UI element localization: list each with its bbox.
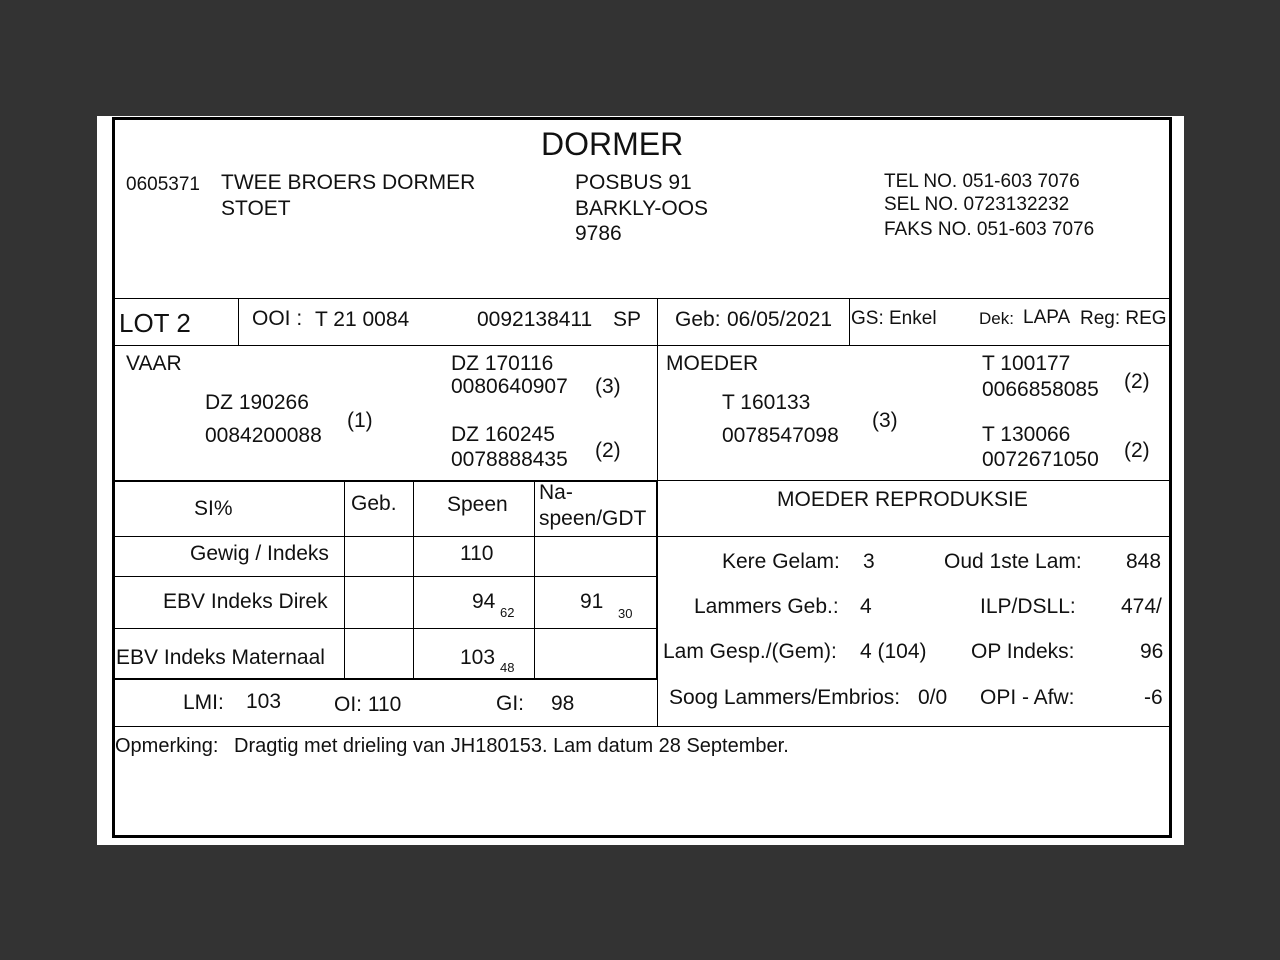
dam-dam-mark: (2)	[1124, 439, 1150, 462]
opi-afw-value: -6	[1144, 686, 1163, 709]
divider-si-row2	[112, 628, 657, 629]
divider-header	[112, 298, 1172, 299]
kere-gelam-label: Kere Gelam:	[722, 550, 840, 573]
row-maternaal-speen: 103	[460, 646, 496, 669]
divider-lot-row	[112, 345, 1172, 346]
row-gewig-label: Gewig / Indeks	[190, 542, 329, 565]
dam-sire-id: T 100177	[982, 352, 1071, 375]
registration-number: 0092138411	[477, 308, 593, 331]
sire-sire-mark: (3)	[595, 375, 621, 398]
reproduksie-title: MOEDER REPRODUKSIE	[777, 488, 1028, 511]
si-col-divider-1	[344, 481, 345, 679]
row-maternaal-speen-accuracy: 48	[500, 660, 515, 675]
dam-dam-number: 0072671050	[982, 448, 1099, 471]
row-direk-speen: 94	[472, 590, 496, 613]
si-table-right-border	[656, 480, 658, 680]
gs-value: GS: Enkel	[851, 308, 937, 329]
dek-value: LAPA	[1023, 307, 1071, 328]
dam-number: 0078547098	[722, 424, 839, 447]
oud-1ste-lam-value: 848	[1126, 550, 1162, 573]
lammers-geb-label: Lammers Geb.:	[694, 595, 839, 618]
geb-column-header: Geb.	[351, 492, 397, 515]
sire-sire-number: 0080640907	[451, 375, 568, 398]
divider-pedigree-left	[112, 480, 658, 482]
ooi-label: OOI :	[252, 307, 303, 330]
lammers-geb-value: 4	[860, 595, 872, 618]
dam-dam-id: T 130066	[982, 423, 1071, 446]
gi-value: 98	[551, 692, 575, 715]
lot-number: LOT 2	[119, 308, 191, 338]
si-col-divider-3	[534, 481, 535, 679]
vaar-label: VAAR	[126, 352, 182, 375]
lam-gesp-label: Lam Gesp./(Gem):	[663, 640, 837, 663]
owner-name-line1: TWEE BROERS DORMER	[221, 171, 476, 194]
gi-label: GI:	[496, 692, 525, 715]
sp-code: SP	[613, 308, 642, 331]
divider-si-header	[112, 536, 1172, 537]
sire-id: DZ 190266	[205, 391, 309, 414]
divider-si-row1	[112, 576, 657, 577]
reg-value: Reg: REG	[1080, 308, 1167, 329]
lmi-value: 103	[246, 690, 282, 713]
speen-column-header: Speen	[447, 493, 508, 516]
sire-dam-id: DZ 160245	[451, 423, 555, 446]
row-maternaal-label: EBV Indeks Maternaal	[116, 646, 325, 669]
divider-remark	[112, 726, 1172, 727]
divider-geb	[849, 298, 850, 345]
ilp-dsll-label: ILP/DSLL:	[980, 595, 1076, 618]
owner-code: 0605371	[126, 174, 200, 195]
sire-dam-mark: (2)	[595, 439, 621, 462]
sire-mark: (1)	[347, 409, 373, 432]
dam-sire-number: 0066858085	[982, 378, 1099, 401]
lam-gesp-value: 4 (104)	[860, 640, 927, 663]
divider-lot	[238, 298, 239, 345]
divider-pedigree-right	[657, 480, 1172, 481]
op-indeks-label: OP Indeks:	[971, 640, 1075, 663]
row-direk-speen-accuracy: 62	[500, 605, 515, 620]
row-direk-naspeen: 91	[580, 590, 604, 613]
ooi-value: T 21 0084	[315, 308, 410, 331]
soog-lammers-label: Soog Lammers/Embrios:	[669, 686, 901, 709]
naspeen-header-line2: speen/GDT	[539, 507, 647, 530]
breed-title: DORMER	[541, 126, 684, 162]
sire-sire-id: DZ 170116	[451, 352, 554, 375]
si-col-divider-2	[413, 481, 414, 679]
address-line2: BARKLY-OOS	[575, 197, 709, 220]
row-direk-naspeen-accuracy: 30	[618, 606, 633, 621]
address-line3: 9786	[575, 222, 622, 245]
kere-gelam-value: 3	[863, 550, 875, 573]
tel-number: TEL NO. 051-603 7076	[884, 171, 1080, 192]
sire-number: 0084200088	[205, 424, 322, 447]
dam-sire-mark: (2)	[1124, 370, 1150, 393]
moeder-label: MOEDER	[666, 352, 759, 375]
address-line1: POSBUS 91	[575, 171, 692, 194]
dam-mark: (3)	[872, 409, 898, 432]
birth-date: 06/05/2021	[727, 308, 833, 331]
dek-label: Dek:	[979, 309, 1014, 328]
oi-value: OI: 110	[334, 693, 402, 716]
sel-number: SEL NO. 0723132232	[884, 194, 1070, 215]
geb-label: Geb:	[675, 308, 721, 331]
lmi-label: LMI:	[183, 691, 224, 714]
ilp-dsll-value: 474/	[1121, 595, 1162, 618]
si-header: SI%	[194, 497, 233, 520]
naspeen-header-line1: Na-	[539, 481, 573, 504]
footer-red-note	[160, 840, 1140, 846]
divider-si-row3	[112, 678, 658, 680]
remark-text: Dragtig met drieling van JH180153. Lam datum 28 September.	[234, 735, 789, 757]
oud-1ste-lam-label: Oud 1ste Lam:	[944, 550, 1082, 573]
row-gewig-speen: 110	[460, 542, 494, 565]
op-indeks-value: 96	[1140, 640, 1164, 663]
soog-lammers-value: 0/0	[918, 686, 948, 709]
opi-afw-label: OPI - Afw:	[980, 686, 1075, 709]
row-direk-label: EBV Indeks Direk	[163, 590, 328, 613]
dam-id: T 160133	[722, 391, 811, 414]
sire-dam-number: 0078888435	[451, 448, 568, 471]
faks-number: FAKS NO. 051-603 7076	[884, 219, 1095, 240]
owner-name-line2: STOET	[221, 197, 291, 220]
remark-label: Opmerking:	[115, 735, 219, 757]
